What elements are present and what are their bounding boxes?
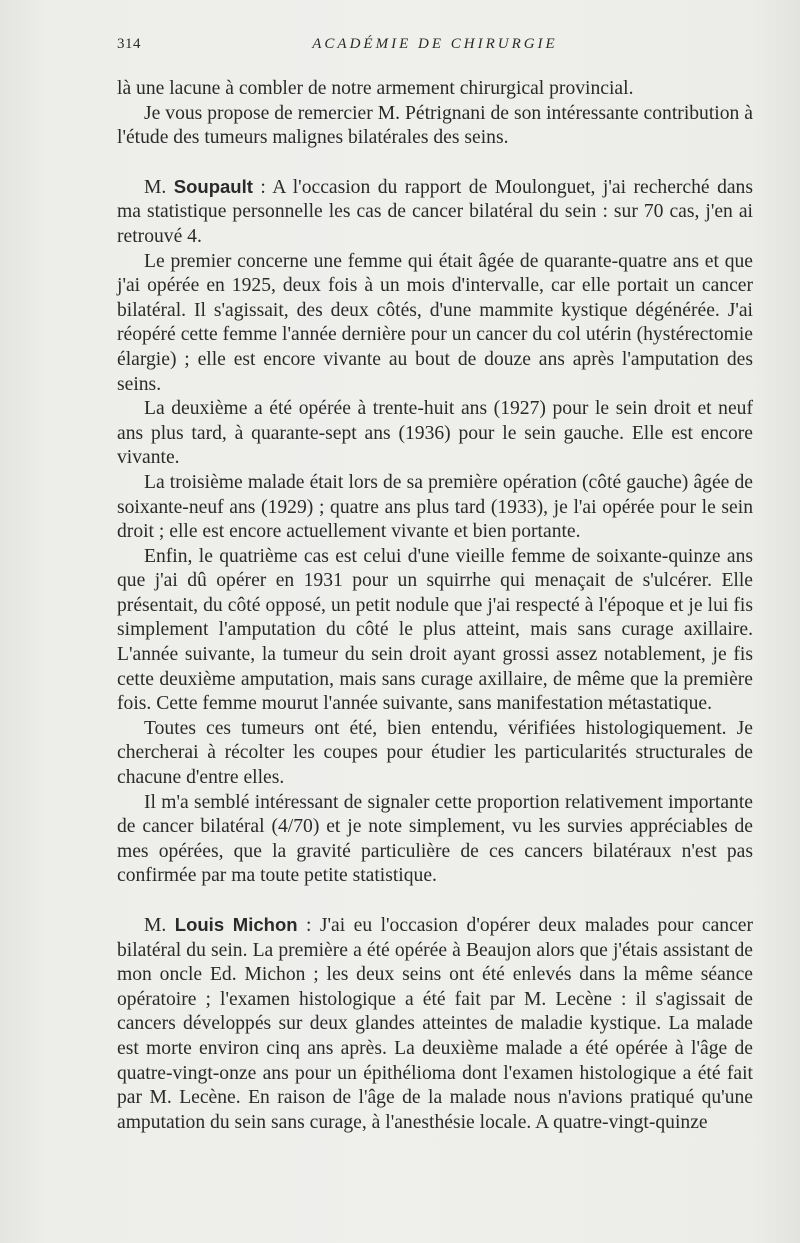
speaker-name-soupault: Soupault — [173, 175, 253, 197]
running-title: ACADÉMIE DE CHIRURGIE — [312, 36, 558, 52]
paragraph-case-four: Enfin, le quatrième cas est celui d'une vieille femme de soixante-quinze ans que j'ai dû opérer en 1931 pour un squirrhe qui menaçait de s'ulcérer. Elle présentait, du côté opposé, un petit nodule que j'ai respecté à l'époque et je lui fis simplement l'amputation du côté le plus atteint, mais sans curage axillaire. L'année suivante, la tumeur du sein droit ayant grossi assez notablement, je fis cette deuxième amputation, mais sans curage axillaire, de même que la première fois. Cette femme mourut l'année suivante, sans manifestation métastatique. — [117, 545, 753, 715]
paragraph-michon — [117, 913, 753, 1135]
paragraph-conclusion: Il m'a semblé intéressant de signaler cette proportion relativement importante de cancer bilatéral (4/70) et je note simplement, vu les survies appréciables de mes opérées, que la gravité particulière de ces cancers bilatéraux n'est pas confirmée par ma toute petite statistique. — [117, 791, 753, 887]
speaker-prefix: M. — [144, 915, 175, 936]
page-number: 314 — [117, 36, 141, 52]
paragraph-verification: Toutes ces tumeurs ont été, bien entendu, vérifiées histologiquement. Je chercherai à récolter les coupes pour étudier les particularités structurales de chacune d'entre elles. — [117, 717, 753, 789]
speaker-name-michon: Louis Michon — [174, 914, 298, 935]
speaker-prefix: M. — [144, 176, 174, 198]
speaker-statement: : J'ai eu l'occasion d'opérer deux malades pour cancer bilatéral du sein. La première a été opérée à Beaujon alors que j'étais assistant de mon oncle Ed. Michon ; les deux seins ont été enlevés dans la même séance opératoire ; l'examen histologique a été fait par M. Lecène : il s'agissait de cancers développés sur deux glandes atteintes de maladie kystique. La malade est morte environ cinq ans après. La deuxième malade a été opérée à l'âge de quatre-vingt-onze ans pour un épithélioma dont l'examen histologique a été fait par M. Lecène. En raison de l'âge de la malade nous n'avions pratiqué qu'une amputation du sein sans curage, à l'anesthésie locale. A quatre-vingt-quinze — [117, 915, 753, 1133]
page-body — [117, 77, 753, 1135]
paragraph-closing: Je vous propose de remercier M. Pétrignani de son intéressante contribution à l'étude des tumeurs malignes bilatérales des seins. — [117, 102, 753, 149]
paragraph-case-three: La troisième malade était lors de sa première opération (côté gauche) âgée de soixante-neuf ans (1929) ; quatre ans plus tard (1933), je l'ai opérée pour le sein droit ; elle est encore actuellement vivante et bien portante. — [117, 471, 753, 543]
paragraph-continuation: là une lacune à combler de notre armement chirurgical provincial. — [117, 78, 634, 99]
paragraph-soupault — [117, 175, 753, 250]
paragraph-case-two: La deuxième a été opérée à trente-huit ans (1927) pour le sein droit et neuf ans plus tard, à quarante-sept ans (1936) pour le sein gauche. Elle est encore vivante. — [117, 398, 753, 469]
paragraph-case-one: Le premier concerne une femme qui était âgée de quarante-quatre ans et que j'ai opérée en 1925, deux fois à un mois d'intervalle, car elle portait un cancer bilatéral. Il s'agissait, des deux côtés, d'une mammite kystique dégénérée. J'ai réopéré cette femme l'année dernière pour un cancer du col utérin (hystérectomie élargie) ; elle est encore vivante au bout de douze ans après l'amputation des seins. — [117, 250, 753, 395]
speaker-statement: : A l'occasion du rapport de Moulonguet, j'ai recherché dans ma statistique personnelle les cas de cancer bilatéral du sein : sur 70 cas, j'en ai retrouvé 4. — [117, 176, 753, 247]
page-header — [117, 36, 753, 58]
